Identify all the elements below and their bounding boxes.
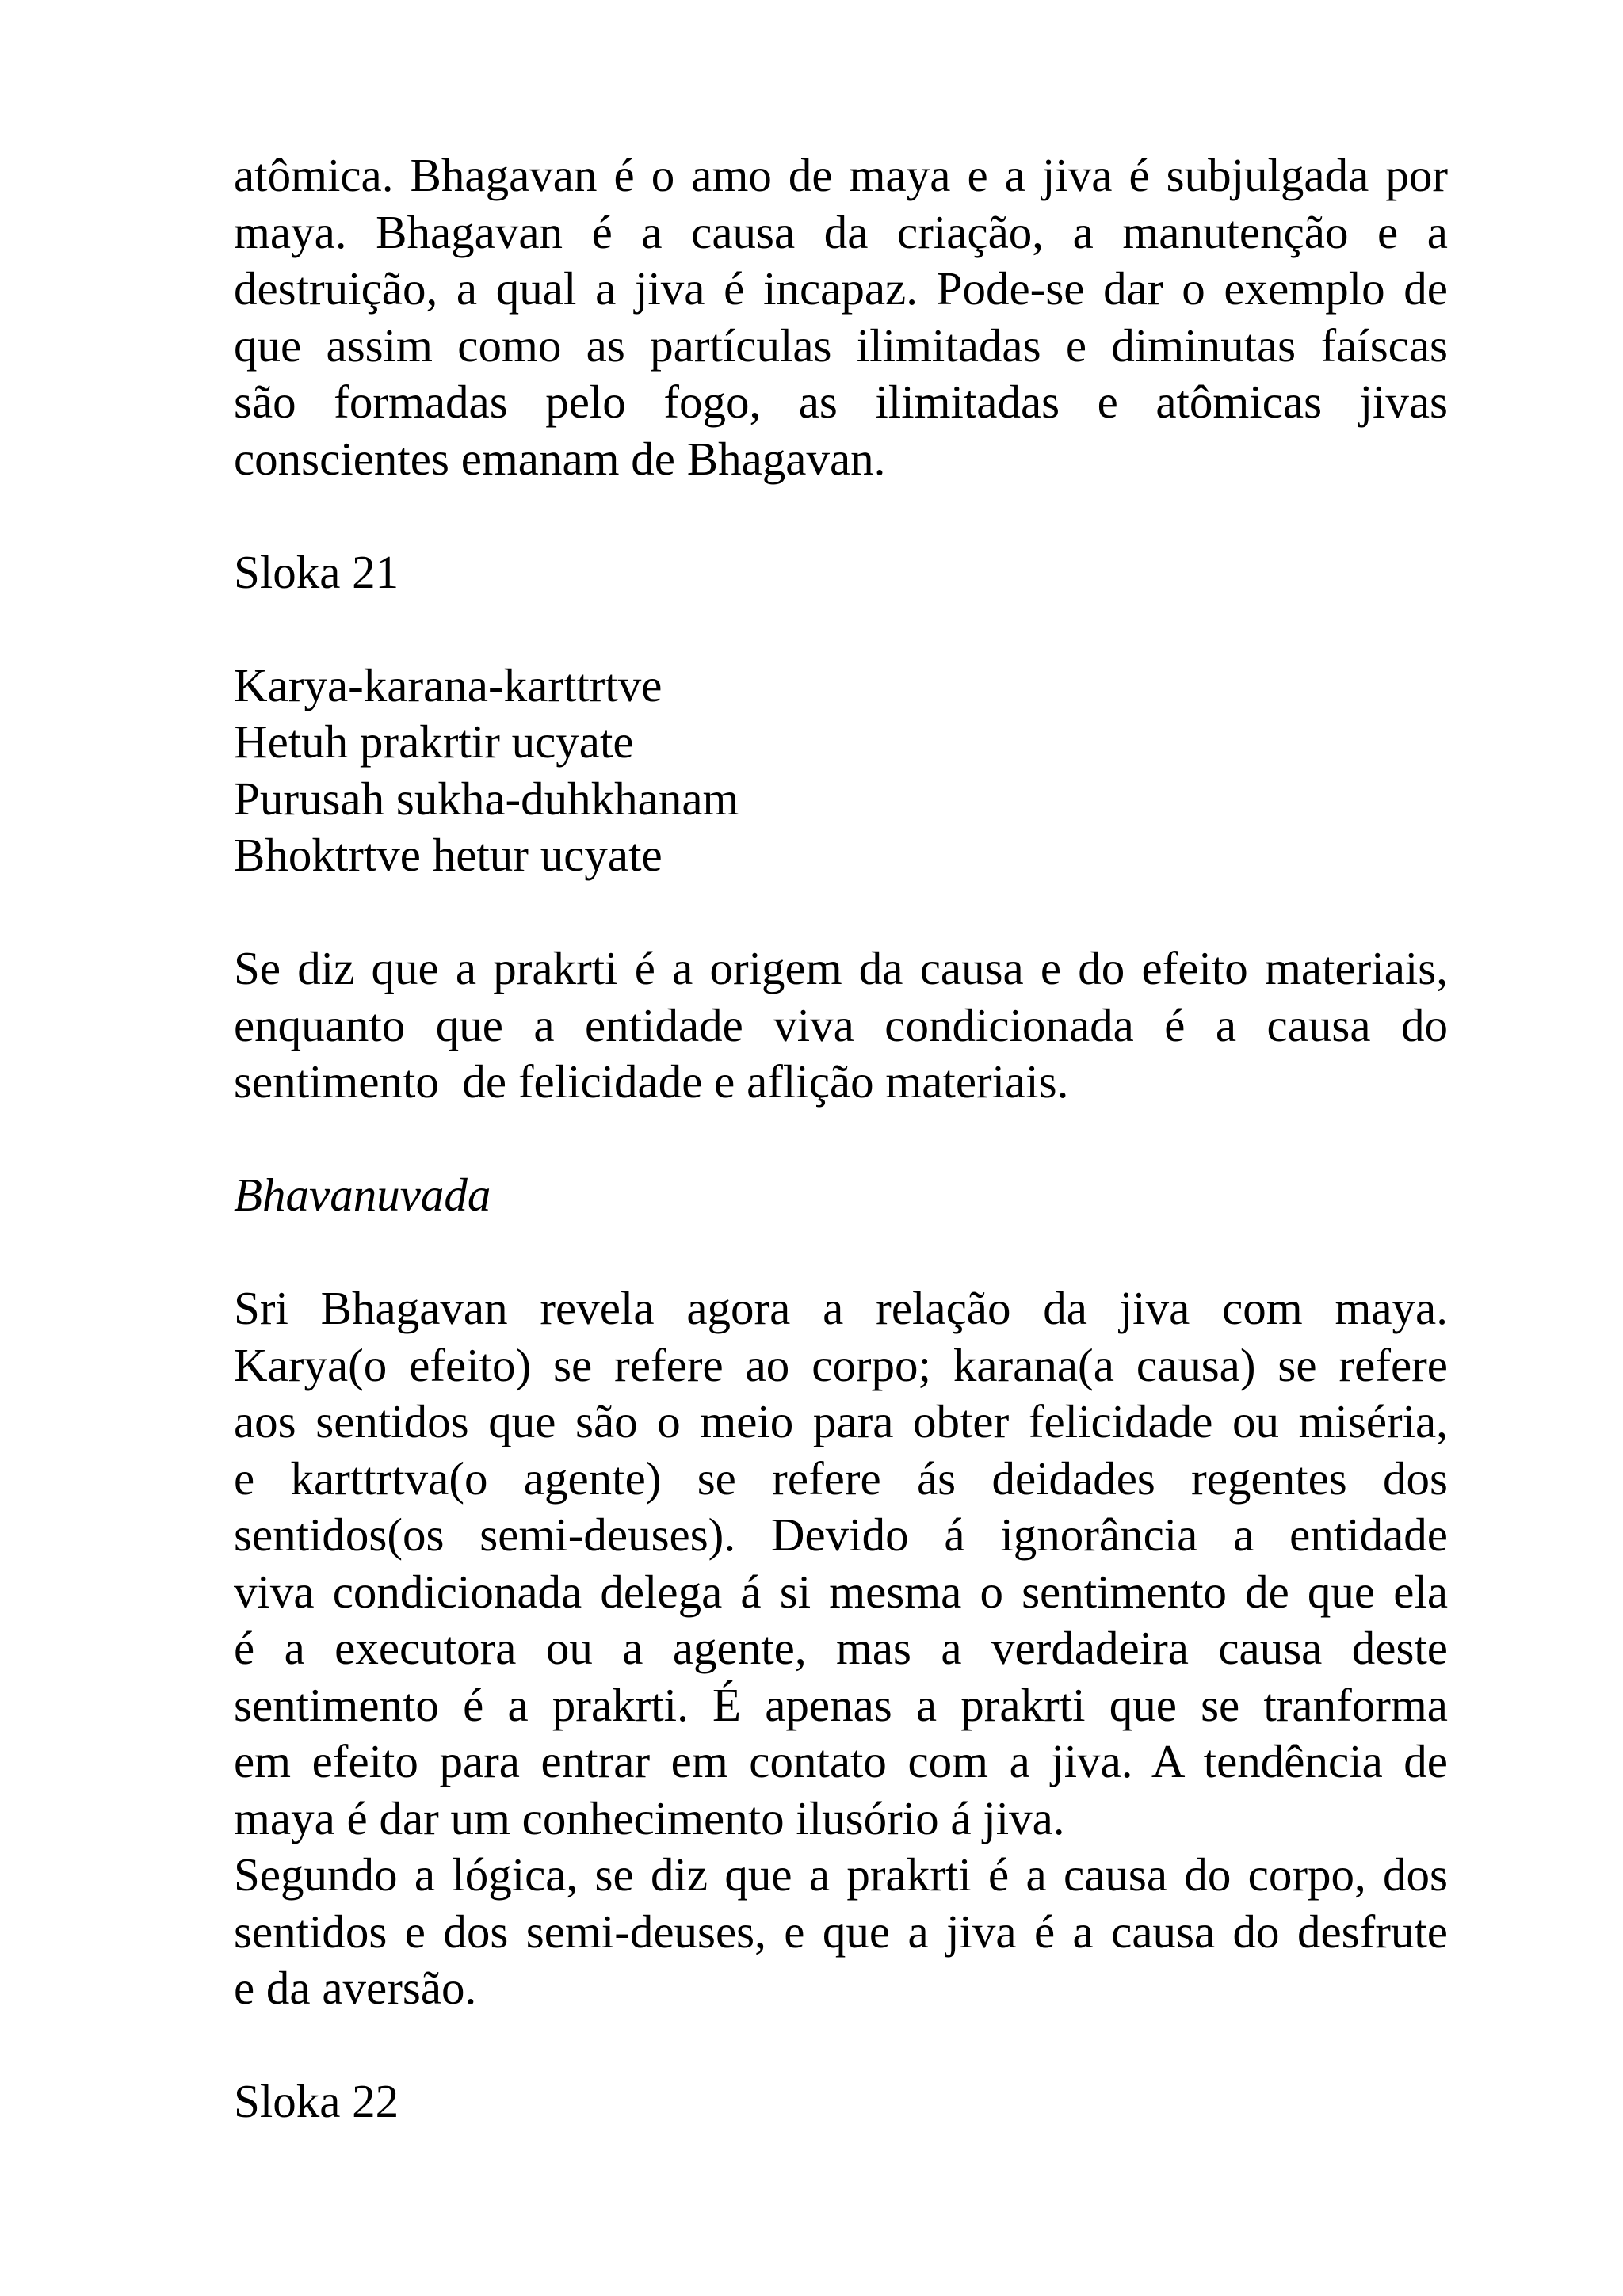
- text-line: Sri Bhagavan revela agora a relação da jiva com maya.: [234, 1282, 1448, 1334]
- text-line: maya é dar um conhecimento ilusório á jiva.: [234, 1791, 1065, 1844]
- sloka-22-heading: Sloka 22: [234, 2075, 399, 2127]
- sanskrit-verse: [234, 658, 1448, 884]
- paragraph-gap: [234, 1224, 1448, 1281]
- text-line: sentidos e dos semi-deuses, e que a jiva é a causa do desfrute: [234, 1905, 1448, 1958]
- text-line: enquanto que a entidade viva condicionada é a causa do: [234, 998, 1448, 1051]
- text-line: é a executora ou a agente, mas a verdadeira causa deste: [234, 1622, 1448, 1674]
- paragraph-gap: [234, 884, 1448, 941]
- text-line: Segundo a lógica, se diz que a prakrti é a causa do corpo, dos: [234, 1848, 1448, 1901]
- text-line: conscientes emanam de Bhagavan.: [234, 432, 886, 485]
- text-line: destruição, a qual a jiva é incapaz. Pode-se dar o exemplo de: [234, 262, 1448, 315]
- verse-line: Hetuh prakrtir ucyate: [234, 715, 634, 768]
- paragraph-commentary: [234, 1280, 1448, 1847]
- paragraph-intro: [234, 147, 1448, 487]
- page-content: [234, 147, 1448, 2130]
- paragraph-logic: [234, 1847, 1448, 2017]
- text-line: Se diz que a prakrti é a origem da causa e do efeito materiais,: [234, 942, 1448, 994]
- paragraph-gap: [234, 487, 1448, 544]
- verse-line: Karya-karana-karttrtve: [234, 658, 663, 711]
- text-line: e da aversão.: [234, 1962, 477, 2014]
- verse-line: Purusah sukha-duhkhanam: [234, 772, 739, 825]
- paragraph-gap: [234, 2017, 1448, 2074]
- verse-translation: [234, 940, 1448, 1111]
- text-line: sentimento de felicidade e aflição materiais.: [234, 1055, 1069, 1108]
- text-line: sentidos(os semi-deuses). Devido á ignorância a entidade: [234, 1508, 1448, 1561]
- text-line: aos sentidos que são o meio para obter felicidade ou miséria,: [234, 1395, 1448, 1447]
- bhavanuvada-heading: Bhavanuvada: [234, 1169, 491, 1221]
- text-line: Karya(o efeito) se refere ao corpo; karana(a causa) se refere: [234, 1338, 1448, 1391]
- text-line: em efeito para entrar em contato com a jiva. A tendência de: [234, 1735, 1448, 1787]
- text-line: sentimento é a prakrti. É apenas a prakrti que se tranforma: [234, 1678, 1448, 1731]
- verse-line: Bhoktrtve hetur ucyate: [234, 829, 663, 881]
- paragraph-gap: [234, 601, 1448, 658]
- text-line: viva condicionada delega á si mesma o sentimento de que ela: [234, 1565, 1448, 1618]
- text-line: são formadas pelo fogo, as ilimitadas e atômicas jivas: [234, 376, 1448, 428]
- text-line: que assim como as partículas ilimitadas e diminutas faíscas: [234, 318, 1448, 372]
- text-line: e karttrtva(o agente) se refere ás deidades regentes dos: [234, 1451, 1448, 1505]
- text-line: maya. Bhagavan é a causa da criação, a manutenção e a: [234, 205, 1448, 258]
- paragraph-gap: [234, 1111, 1448, 1168]
- text-line: atômica. Bhagavan é o amo de maya e a jiva é subjulgada por: [234, 149, 1448, 201]
- sloka-21-heading: Sloka 21: [234, 545, 399, 598]
